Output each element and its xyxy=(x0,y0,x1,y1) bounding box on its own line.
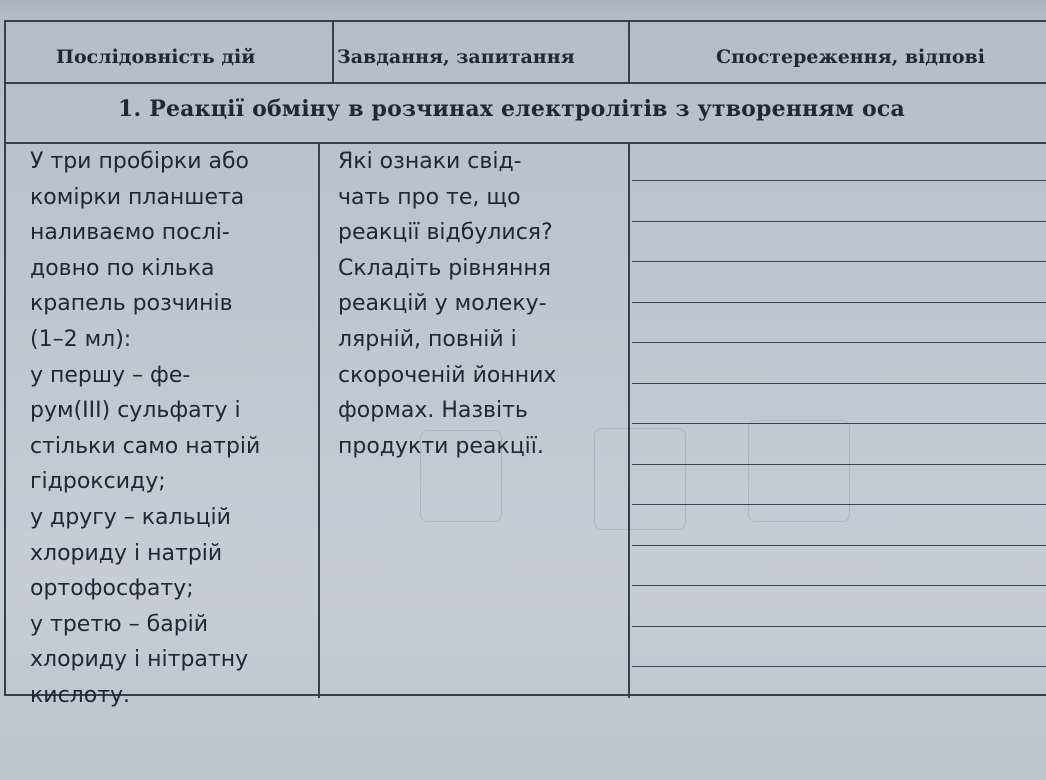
column-divider xyxy=(628,22,630,84)
answer-line xyxy=(632,261,1046,262)
column-divider xyxy=(628,144,630,698)
answer-line xyxy=(632,464,1046,465)
answer-line xyxy=(632,666,1046,667)
task-line: формах. Назвіть xyxy=(338,398,528,424)
task-line: скороченій йонних xyxy=(338,362,557,388)
step-line: крапель розчинів xyxy=(30,291,233,317)
answer-line xyxy=(632,180,1046,181)
task-line: реакції відбулися? xyxy=(338,220,553,246)
task-line: чать про те, що xyxy=(338,184,521,210)
answer-line xyxy=(632,545,1046,546)
column-divider xyxy=(332,22,334,84)
step-line: у другу – кальцій xyxy=(30,504,231,530)
header-observation: Спостереження, відпові xyxy=(716,46,985,68)
step-line: рум(III) сульфату і xyxy=(30,398,241,424)
answer-line xyxy=(632,221,1046,222)
step-line: У три пробірки або xyxy=(30,149,250,174)
header-task: Завдання, запитання xyxy=(337,46,575,68)
answer-line xyxy=(632,342,1046,343)
tasks-column xyxy=(338,144,556,464)
task-line: лярній, повній і xyxy=(338,326,517,352)
page-top-edge xyxy=(0,0,1046,22)
header-divider xyxy=(6,82,1046,84)
column-divider xyxy=(318,144,320,698)
step-line: стільки само натрій xyxy=(30,433,261,459)
answer-line xyxy=(632,302,1046,303)
step-line: у першу – фе- xyxy=(30,362,191,388)
task-line: продукти реакції. xyxy=(338,433,544,459)
step-line: хлориду і нітратну xyxy=(30,647,249,673)
step-line: (1–2 мл): xyxy=(30,326,132,352)
answer-line xyxy=(632,626,1046,627)
step-line: наливаємо послі- xyxy=(30,220,230,246)
answer-line xyxy=(632,504,1046,505)
answer-line xyxy=(632,585,1046,586)
header-sequence: Послідовність дій xyxy=(56,46,256,68)
answer-line xyxy=(632,383,1046,384)
step-line: довно по кілька xyxy=(30,255,215,281)
section-title: 1. Реакції обміну в розчинах електролітів з утворенням оса xyxy=(118,96,905,122)
step-line: ортофосфату; xyxy=(30,576,194,602)
step-line: комірки планшета xyxy=(30,184,245,210)
steps-column xyxy=(30,144,260,714)
task-line: реакцій у молеку- xyxy=(338,291,547,317)
answer-line xyxy=(632,423,1046,424)
step-line: гідроксиду; xyxy=(30,469,166,495)
step-line: у третю – барій xyxy=(30,611,209,637)
step-line: хлориду і натрій xyxy=(30,540,223,566)
task-line: Які ознаки свід- xyxy=(338,149,522,174)
step-line: кислоту. xyxy=(30,682,131,708)
task-line: Складіть рівняння xyxy=(338,255,551,281)
